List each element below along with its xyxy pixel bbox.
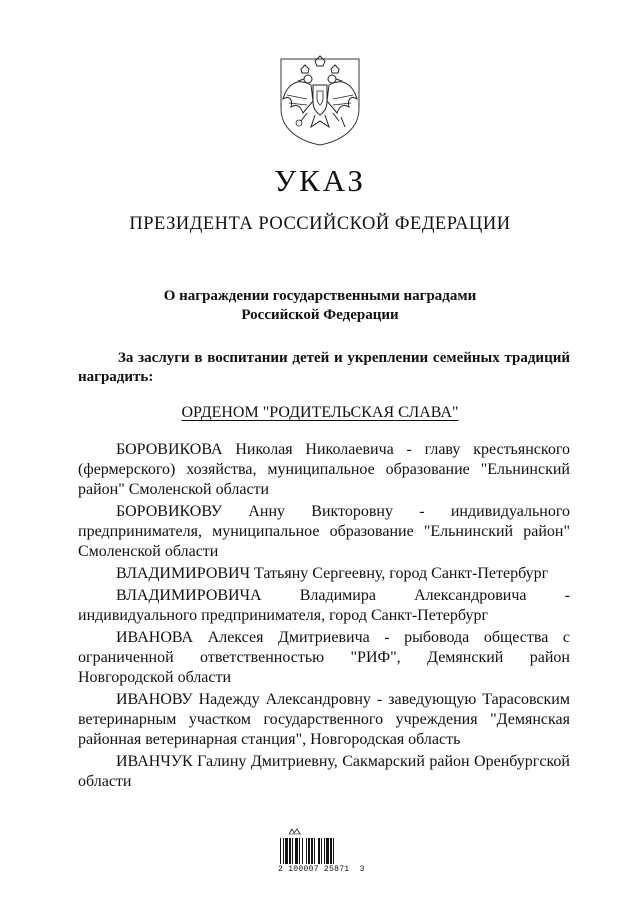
document-title: УКАЗ bbox=[274, 163, 366, 198]
awardees-list bbox=[78, 440, 570, 794]
awardee-entry: ИВАНЧУК Галину Дмитриевну, Сакмарский район Оренбургской области bbox=[78, 753, 570, 790]
decree-preamble: За заслуги в воспитании детей и укреплении семейных традиций наградить: bbox=[78, 350, 570, 385]
order-heading: ОРДЕНОМ "РОДИТЕЛЬСКАЯ СЛАВА" bbox=[181, 404, 459, 421]
document-issuer: ПРЕЗИДЕНТА РОССИЙСКОЙ ФЕДЕРАЦИИ bbox=[129, 214, 511, 234]
awardee-entry: ИВАНОВА Алексея Дмитриевича - рыбовода общества с ограниченной ответственностью "РИФ", Демянский район Новгородской области bbox=[78, 629, 570, 686]
coat-of-arms-icon bbox=[277, 55, 363, 147]
decree-subject bbox=[0, 287, 640, 325]
subject-line-2: Российской Федерации bbox=[241, 307, 399, 323]
awardee-entry: ВЛАДИМИРОВИЧА Владимира Александровича - индивидуального предпринимателя, город Санкт-Петербург bbox=[78, 587, 570, 624]
subject-line-1: О награждении государственными наградами bbox=[163, 288, 477, 304]
awardee-entry: ИВАНОВУ Надежду Александровну - заведующую Тарасовским ветеринарным участком государственного учреждения "Демянская районная ветеринарная станция", Новгородская область bbox=[78, 691, 570, 748]
awardee-entry: БОРОВИКОВА Николая Николаевича - главу крестьянского (фермерского) хозяйства, муниципальное образование "Ельнинский район" Смоленской области bbox=[78, 441, 570, 498]
control-mark-icon bbox=[288, 828, 302, 835]
barcode-icon bbox=[280, 838, 360, 864]
awardee-entry: ВЛАДИМИРОВИЧ Татьяну Сергеевну, город Санкт-Петербург bbox=[116, 565, 549, 582]
awardee-entry: БОРОВИКОВУ Анну Викторовну - индивидуального предпринимателя, муниципальное образование "Ельнинский район" Смоленской области bbox=[78, 503, 570, 560]
barcode bbox=[278, 828, 368, 880]
barcode-number: 2 100007 25871 3 bbox=[278, 865, 365, 874]
